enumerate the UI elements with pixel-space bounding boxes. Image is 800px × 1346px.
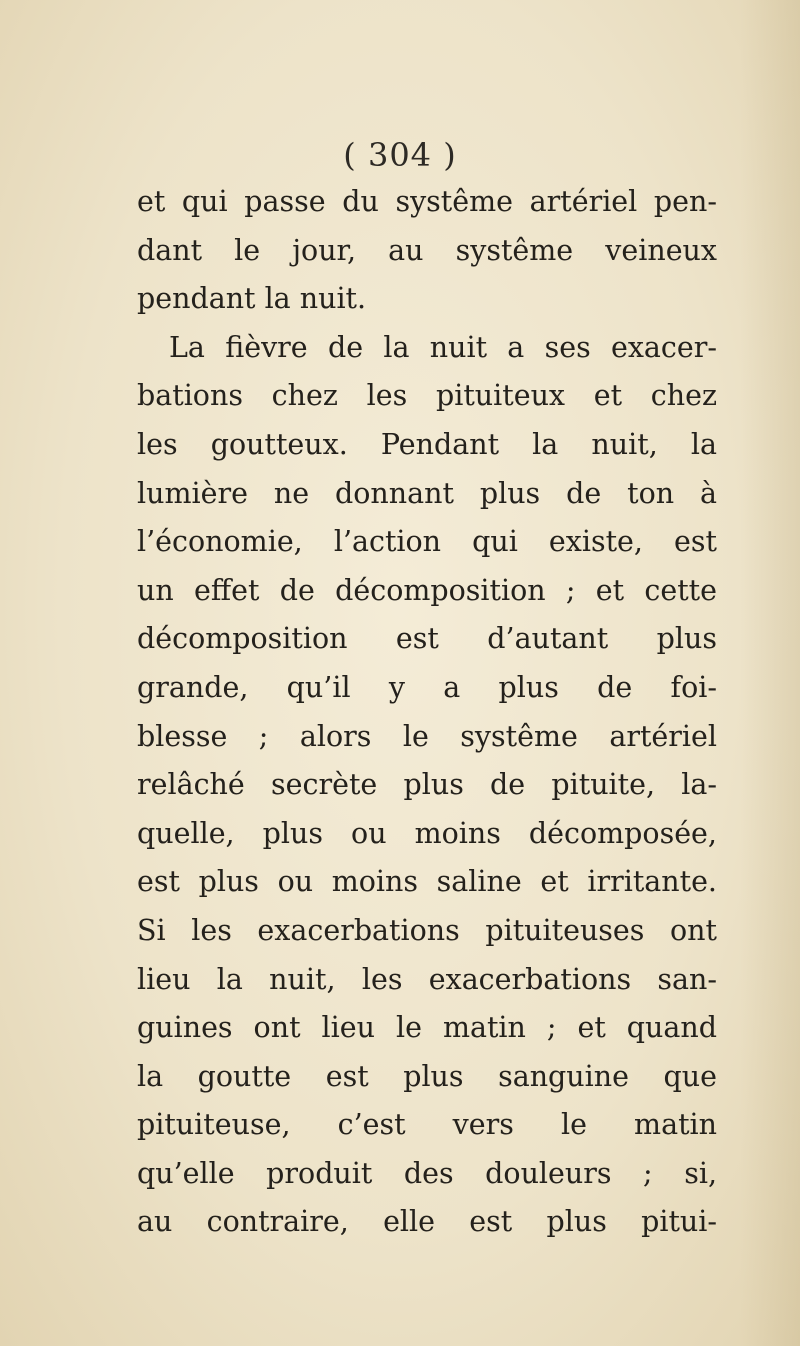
- text-line: grande, qu’il y a plus de foi-: [137, 670, 717, 704]
- text-line: Si les exacerbations pituiteuses ont: [137, 913, 717, 947]
- text-line: lieu la nuit, les exacerbations san-: [137, 962, 717, 996]
- text-line: et qui passe du systême artériel pen-: [137, 185, 717, 218]
- text-line: est plus ou moins saline et irritante.: [137, 865, 717, 899]
- text-line: au contraire, elle est plus pitui-: [137, 1205, 717, 1239]
- text-line: La fièvre de la nuit a ses exacer-: [169, 330, 717, 364]
- page-edge-shadow: [740, 0, 800, 1346]
- page-number: ( 304 ): [343, 136, 457, 174]
- text-line: blesse ; alors le systême artériel: [137, 719, 717, 753]
- text-line: lumière ne donnant plus de ton à: [137, 476, 717, 510]
- text-line: pituiteuse, c’est vers le matin: [137, 1108, 717, 1142]
- text-line: un effet de décomposition ; et cette: [137, 573, 717, 607]
- text-line: relâché secrète plus de pituite, la-: [137, 768, 717, 802]
- text-line: guines ont lieu le matin ; et quand: [137, 1011, 717, 1045]
- text-line: pendant la nuit.: [137, 282, 367, 316]
- text-line: décomposition est d’autant plus: [137, 622, 717, 656]
- body-text: [137, 178, 717, 1247]
- text-line: la goutte est plus sanguine que: [137, 1059, 717, 1093]
- text-line: l’économie, l’action qui existe, est: [137, 525, 717, 559]
- text-line: les goutteux. Pendant la nuit, la: [137, 427, 717, 461]
- text-line: bations chez les pituiteux et chez: [137, 379, 717, 413]
- text-line: quelle, plus ou moins décomposée,: [137, 816, 717, 850]
- text-line: qu’elle produit des douleurs ; si,: [137, 1156, 717, 1190]
- text-line: dant le jour, au systême veineux: [137, 233, 717, 267]
